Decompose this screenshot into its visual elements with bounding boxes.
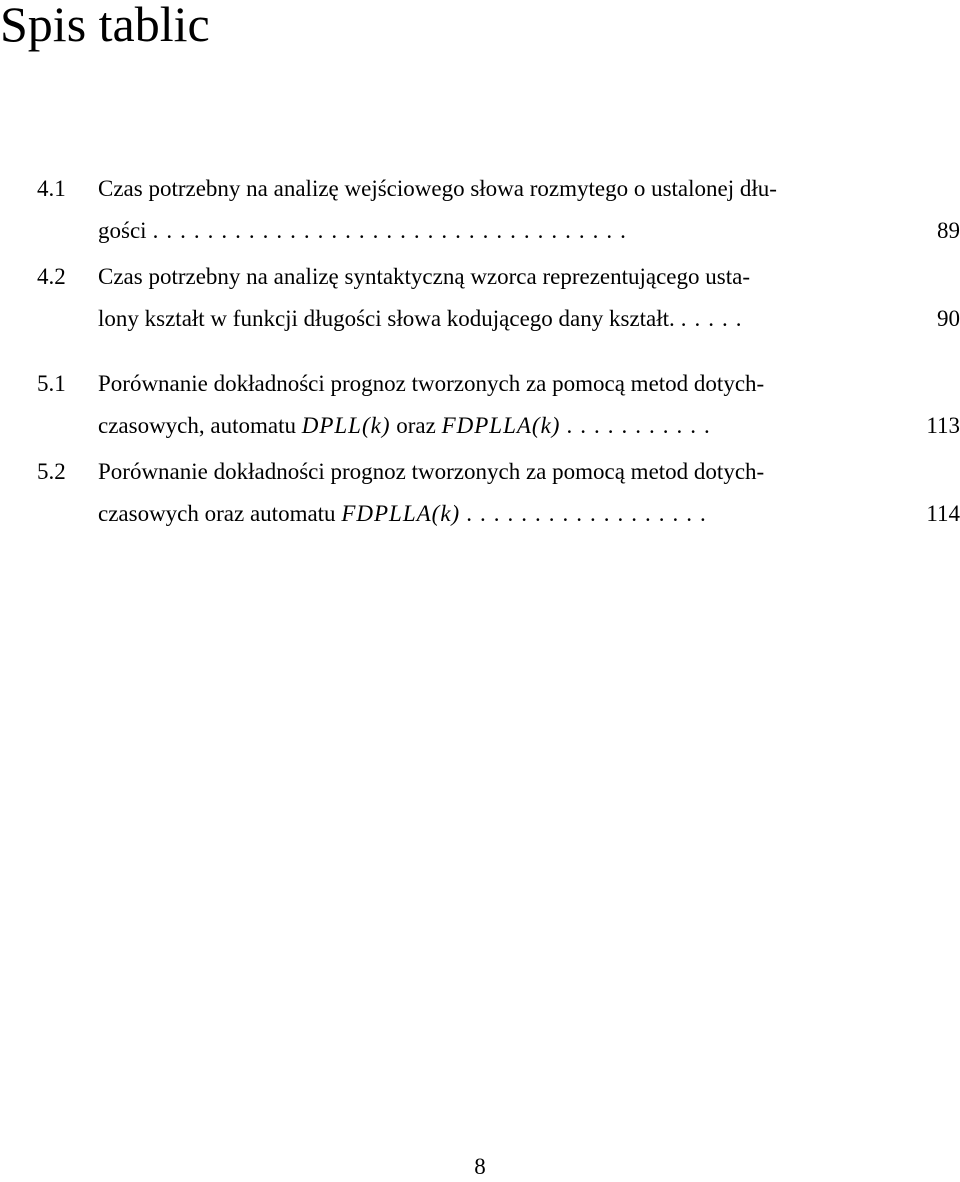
toc-entry-5-1[interactable]: [37, 363, 960, 447]
entry-first-line: [37, 168, 960, 210]
entry-page-ref[interactable]: 113: [926, 413, 960, 438]
entry-number: 4.2: [37, 264, 66, 289]
entry-conjunction: oraz: [396, 413, 436, 438]
entry-page-ref[interactable]: 90: [937, 306, 960, 331]
entry-last-line: [37, 405, 960, 447]
dot-leader: ...........: [566, 413, 718, 438]
entry-first-line: [37, 256, 960, 298]
entry-title: Porównanie dokładności prognoz tworzonych za pomocą metod dotych-: [98, 371, 765, 396]
entry-title-cont: [98, 405, 560, 447]
dot-leader: .....: [680, 306, 750, 331]
math-fdplla: FDPLLA(k): [441, 413, 561, 438]
dot-leader: ..................: [466, 501, 714, 526]
entry-number: 5.2: [37, 459, 66, 484]
entry-title: Porównanie dokładności prognoz tworzonych za pomocą metod dotych-: [98, 459, 765, 484]
entry-last-line: [37, 298, 960, 340]
entry-title-cont: gości: [98, 218, 147, 243]
entry-first-line: [37, 451, 960, 493]
entry-title-cont: [98, 493, 460, 535]
entry-last-line: [37, 493, 960, 535]
math-fdplla: FDPLLA(k): [341, 501, 461, 526]
toc-entry-5-2[interactable]: [37, 451, 960, 535]
entry-title-cont: lony kształt w funkcji długości słowa kodującego dany kształt.: [98, 306, 675, 331]
page-number: 8: [474, 1154, 486, 1179]
math-dpll: DPLL(k): [301, 413, 391, 438]
entry-text-part: czasowych, automatu: [98, 413, 296, 438]
toc-entry-4-1[interactable]: [37, 168, 960, 252]
entry-number: 5.1: [37, 371, 66, 396]
entry-first-line: [37, 363, 960, 405]
dot-leader: ...................................: [152, 218, 634, 243]
entry-page-ref[interactable]: 114: [926, 501, 960, 526]
entry-number: 4.1: [37, 176, 66, 201]
entry-title: Czas potrzebny na analizę syntaktyczną wzorca reprezentującego usta-: [98, 264, 750, 289]
page-title: Spis tablic: [0, 0, 210, 52]
entry-text-part: czasowych oraz automatu: [98, 501, 336, 526]
entry-title: Czas potrzebny na analizę wejściowego słowa rozmytego o ustalonej dłu-: [98, 176, 777, 201]
entry-page-ref[interactable]: 89: [937, 218, 960, 243]
entry-last-line: [37, 210, 960, 252]
toc-entry-4-2[interactable]: [37, 256, 960, 340]
